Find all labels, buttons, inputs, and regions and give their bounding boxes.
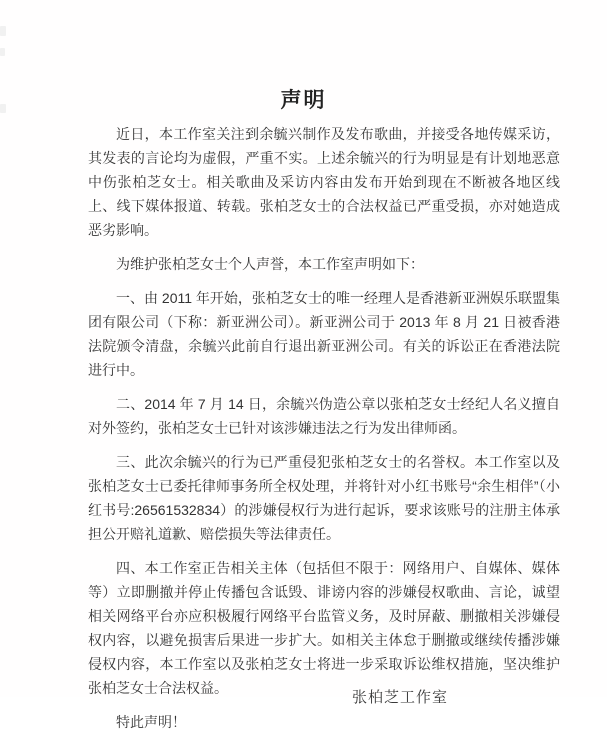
scan-artifact bbox=[0, 104, 6, 113]
document-body bbox=[88, 122, 560, 734]
paragraph-item-4: 四、本工作室正告相关主体（包括但不限于：网络用户、自媒体、媒体等）立即删撤并停止传播包含诋毁、诽谤内容的涉嫌侵权歌曲、言论，诚望相关网络平台亦应积极履行网络平台监管义务，及时屏蔽、删撤相关涉嫌侵权内容，以避免损害后果进一步扩大。如相关主体怠于删撤或继续传播涉嫌侵权内容，本工作室以及张柏芝女士将进一步采取诉讼维权措施，坚决维护张柏芝女士合法权益。 bbox=[88, 560, 560, 696]
paragraph-intro: 近日，本工作室关注到余毓兴制作及发布歌曲，并接受各地传媒采访，其发表的言论均为虚假，严重不实。上述余毓兴的行为明显是有计划地恶意中伤张柏芝女士。相关歌曲及采访内容由发布开始到现在不断被各地区线上、线下媒体报道、转载。张柏芝女士的合法权益已严重受损，亦对她造成恶劣影响。 bbox=[88, 126, 560, 238]
paragraph-lead-in: 为维护张柏芝女士个人声誉，本工作室声明如下： bbox=[116, 256, 424, 272]
signature-studio-name: 张柏芝工作室 bbox=[352, 689, 449, 706]
scan-artifact bbox=[0, 48, 5, 56]
paragraph-item-2: 二、2014 年 7 月 14 日，余毓兴伪造公章以张柏芝女士经纪人名义擅自对外签约，张柏芝女士已针对该涉嫌违法之行为发出律师函。 bbox=[88, 396, 560, 436]
closing-statement: 特此声明！ bbox=[116, 714, 186, 730]
scan-artifact bbox=[0, 26, 6, 36]
paragraph-item-1: 一、由 2011 年开始，张柏芝女士的唯一经理人是香港新亚洲娱乐联盟集团有限公司（下称：新亚洲公司）。新亚洲公司于 2013 年 8 月 21 日被香港法院颁令清盘，余毓兴此前自行退出新亚洲公司。有关的诉讼正在香港法院进行中。 bbox=[88, 290, 560, 378]
document-title: 声明 bbox=[280, 89, 327, 112]
paragraph-item-3: 三、此次余毓兴的行为已严重侵犯张柏芝女士的名誉权。本工作室以及张柏芝女士已委托律师事务所全权处理，并将针对小红书账号“余生相伴”（小红书号:26561532834）的涉嫌侵权行为进行起诉，要求该账号的注册主体承担公开赔礼道歉、赔偿损失等法律责任。 bbox=[88, 454, 560, 542]
